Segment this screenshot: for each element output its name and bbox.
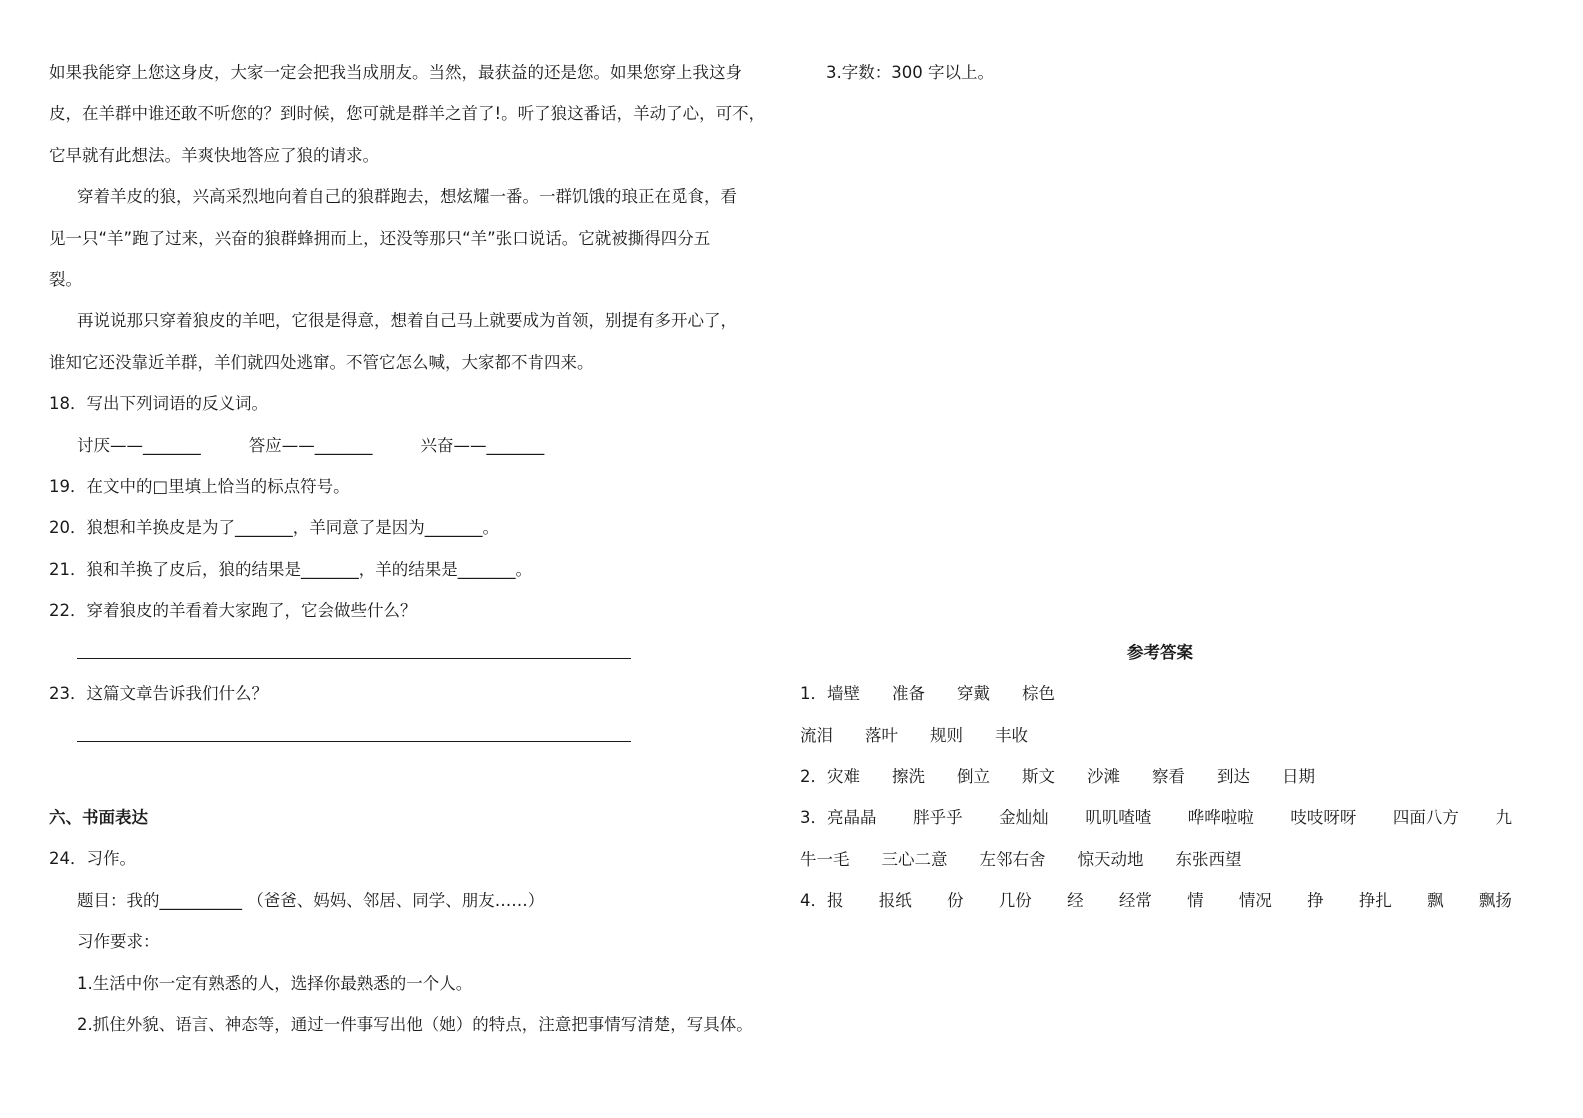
answer-word: 日期 (1282, 766, 1315, 786)
essay-requirement: 2.抓住外貌、语言、神态等，通过一件事写出他（她）的特点，注意把事情写清楚，写具体。 (77, 1014, 753, 1034)
answer-word: 胖乎乎 (913, 808, 963, 828)
question-19: 19．在文中的□里填上恰当的标点符号。 (49, 476, 350, 496)
answer-word: 叽叽喳喳 (1085, 808, 1152, 828)
question-18: 18．写出下列词语的反义词。 (49, 394, 268, 414)
answer-word: 流泪 (800, 725, 833, 745)
passage-line: 皮，在羊群中谁还敢不听您的？到时候，您可就是群羊之首了!。听了狼这番话，羊动了心，可不， (49, 104, 766, 124)
left-column (49, 52, 779, 1045)
question-20: 20．狼想和羊换皮是为了_______，羊同意了是因为_______。 (49, 518, 499, 538)
q18-item: 讨厌——_______ (77, 435, 201, 455)
answer-word: 落叶 (865, 725, 898, 745)
answer-word: 灾难 (827, 766, 860, 786)
essay-requirement: 1.生活中你一定有熟悉的人，选择你最熟悉的一个人。 (77, 973, 473, 993)
answer-word: 经 (1067, 891, 1084, 911)
answer-word: 左邻右舍 (979, 849, 1046, 869)
answer-word: 丰收 (995, 725, 1028, 745)
answer-word: 牛一毛 (800, 849, 850, 869)
answer-word: 棕色 (1022, 684, 1055, 704)
essay-requirement: 3.字数：300 字以上。 (826, 63, 994, 82)
answer-1-row2 (800, 715, 1540, 756)
answer-word: 沙滩 (1087, 766, 1120, 786)
question-24: 24．习作。 (49, 849, 136, 869)
answers-title: 参考答案 (1127, 642, 1193, 662)
q18-item: 兴奋——_______ (420, 435, 545, 455)
answer-word: 准备 (892, 684, 925, 704)
answer-word: 擦洗 (892, 766, 925, 786)
answer-num: 4． (800, 891, 827, 911)
answer-word: 挣 (1307, 891, 1324, 911)
answer-word: 份 (947, 891, 964, 911)
answer-word: 东张西望 (1175, 849, 1242, 869)
answer-word: 惊天动地 (1077, 849, 1144, 869)
passage-line: 裂。 (49, 269, 82, 289)
answer-4 (800, 880, 1512, 921)
answer-line (49, 714, 779, 755)
answer-word: 几份 (998, 891, 1032, 911)
answer-word: 飘 (1427, 891, 1444, 911)
answer-num: 3． (800, 808, 827, 828)
passage-line: 如果我能穿上您这身皮，大家一定会把我当成朋友。当然，最获益的还是您。如果您穿上我这身 (49, 63, 742, 82)
answer-word: 规则 (930, 725, 963, 745)
answer-word: 察看 (1152, 766, 1185, 786)
question-23: 23．这篇文章告诉我们什么？ (49, 683, 268, 703)
answer-word: 情 (1187, 891, 1204, 911)
answer-word: 吱吱呀呀 (1290, 808, 1357, 828)
answer-word: 金灿灿 (999, 808, 1049, 828)
answer-word: 经常 (1118, 891, 1152, 911)
answer-word: 穿戴 (957, 684, 990, 704)
passage-line: 见一只“羊”跑了过来，兴奋的狼群蜂拥而上，还没等那只“羊”张口说话。它就被撕得四分五 (49, 228, 711, 248)
answer-word: 墙壁 (827, 684, 860, 704)
answer-word: 哗哗啦啦 (1187, 808, 1254, 828)
essay-topic: 题目：我的__________ （爸爸、妈妈、邻居、同学、朋友……） (77, 890, 545, 910)
question-21: 21．狼和羊换了皮后，狼的结果是_______，羊的结果是_______。 (49, 559, 532, 579)
answer-1-row1 (800, 673, 1540, 714)
answer-word: 报纸 (878, 891, 912, 911)
answer-word: 报 (827, 891, 844, 911)
q18-items (49, 425, 779, 466)
answer-line (49, 631, 779, 672)
essay-requirements-label: 习作要求： (77, 932, 160, 952)
answer-word: 亮晶晶 (827, 808, 877, 828)
answer-word: 四面八方 (1392, 808, 1459, 828)
answer-word: 挣扎 (1358, 891, 1392, 911)
answer-word: 斯文 (1022, 766, 1055, 786)
answer-num: 2． (800, 766, 827, 786)
answer-word: 飘扬 (1478, 891, 1512, 911)
answer-word: 到达 (1217, 766, 1250, 786)
answer-word: 倒立 (957, 766, 990, 786)
section-heading: 六、书面表达 (49, 808, 148, 828)
answer-word: 情况 (1238, 891, 1272, 911)
q18-item: 答应——_______ (248, 435, 373, 455)
question-22: 22．穿着狼皮的羊看着大家跑了，它会做些什么？ (49, 601, 417, 621)
answer-word: 九 (1495, 808, 1512, 828)
answer-word: 三心二意 (881, 849, 948, 869)
answer-3-row1 (800, 797, 1512, 838)
passage-line: 谁知它还没靠近羊群，羊们就四处逃窜。不管它怎么喊，大家都不肯四来。 (49, 352, 594, 372)
passage-line: 再说说那只穿着狼皮的羊吧，它很是得意，想着自己马上就要成为首领，别提有多开心了， (77, 311, 737, 331)
answer-3-row2 (800, 839, 1540, 880)
answer-2 (800, 756, 1540, 797)
answer-num: 1． (800, 684, 827, 704)
passage-line: 它早就有此想法。羊爽快地答应了狼的请求。 (49, 145, 379, 165)
passage-line: 穿着羊皮的狼，兴高采烈地向着自己的狼群跑去，想炫耀一番。一群饥饿的琅正在觅食，看 (77, 187, 737, 207)
right-column (800, 52, 1540, 922)
